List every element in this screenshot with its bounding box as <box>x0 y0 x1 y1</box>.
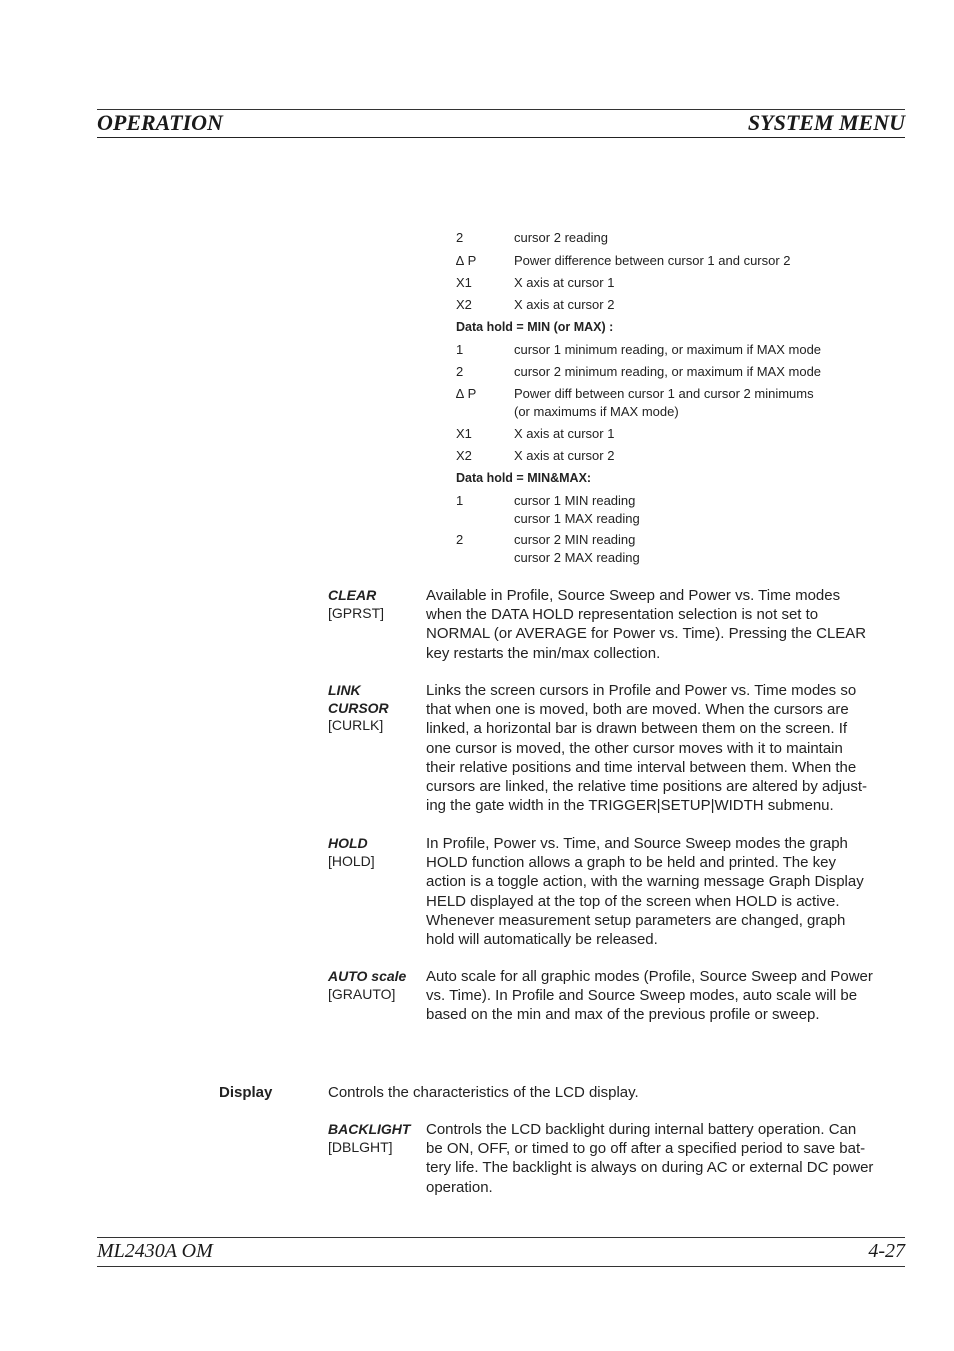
row-value: Power diff between cursor 1 and cursor 2 minimums <box>514 386 814 401</box>
row-key: ∆ P <box>456 386 477 401</box>
description-line: NORMAL (or AVERAGE for Power vs. Time). Pressing the CLEAR <box>426 625 867 643</box>
row-key: 2 <box>456 532 464 547</box>
key-auto-scale-description <box>426 967 906 1025</box>
key-hold-description <box>426 834 906 949</box>
row-key: X1 <box>456 426 472 441</box>
description-line: action is a toggle action, with the warning message Graph Display <box>426 873 864 891</box>
description-line: key restarts the min/max collection. <box>426 644 661 662</box>
description-line: their relative positions and time interval between them. When the <box>426 758 857 776</box>
key-auto-scale <box>328 968 420 1003</box>
description-line: HELD displayed at the top of the screen when HOLD is active. <box>426 892 840 910</box>
description-line: linked, a horizontal bar is drawn between them on the screen. If <box>426 720 848 738</box>
description-line: vs. Time). In Profile and Source Sweep modes, auto scale will be <box>426 987 858 1005</box>
row-value: Power difference between cursor 1 and cursor 2 <box>514 253 791 268</box>
key-name: HOLD <box>328 835 368 851</box>
footer-top-rule <box>97 1237 905 1238</box>
description-line: when the DATA HOLD representation selection is not set to <box>426 606 819 624</box>
row-value: cursor 2 minimum reading, or maximum if MAX mode <box>514 364 822 379</box>
row-value-continued: (or maximums if MAX mode) <box>514 404 679 419</box>
key-link-cursor-description <box>426 681 906 815</box>
footer-manual-name: ML2430A OM <box>97 1240 213 1262</box>
key-backlight-description <box>426 1120 906 1197</box>
row-key: X2 <box>456 448 472 463</box>
key-clear <box>328 587 420 622</box>
key-code: [GPRST] <box>328 604 385 621</box>
key-hold <box>328 835 420 870</box>
description-line: ing the gate width in the TRIGGER|SETUP|WIDTH submenu. <box>426 797 834 815</box>
key-clear-description <box>426 586 906 663</box>
description-line: HOLD function allows a graph to be held and printed. The key <box>426 854 836 872</box>
key-code: [DBLGHT] <box>328 1138 393 1155</box>
key-name: AUTO scale <box>328 968 407 984</box>
description-line: Links the screen cursors in Profile and Power vs. Time modes so <box>426 682 857 699</box>
description-line: that when one is moved, both are moved. When the cursors are <box>426 701 849 719</box>
section-display-description: Controls the characteristics of the LCD display. <box>328 1084 639 1101</box>
key-code: [GRAUTO] <box>328 985 396 1002</box>
key-name: LINK <box>328 682 361 698</box>
row-value-continued: cursor 2 MAX reading <box>514 550 640 565</box>
row-value: X axis at cursor 1 <box>514 426 615 441</box>
row-key: 1 <box>456 493 464 508</box>
description-line: tery life. The backlight is always on during AC or external DC power <box>426 1159 874 1177</box>
row-value: X axis at cursor 2 <box>514 297 615 312</box>
row-key: ∆ P <box>456 253 477 268</box>
section-label-display: Display <box>219 1084 273 1101</box>
row-value-continued: cursor 1 MAX reading <box>514 511 640 526</box>
key-name-continued: CURSOR <box>328 699 389 716</box>
description-line: cursors are linked, the relative time positions are altered by adjust- <box>426 778 868 796</box>
minmax-heading: Data hold = MIN (or MAX) : <box>456 320 614 334</box>
header-section-title: OPERATION <box>97 110 223 135</box>
row-key: 2 <box>456 364 464 379</box>
description-line: based on the min and max of the previous profile or sweep. <box>426 1006 820 1024</box>
min-and-max-heading: Data hold = MIN&MAX: <box>456 471 592 485</box>
description-line: hold will automatically be released. <box>426 931 658 949</box>
key-name: CLEAR <box>328 587 377 603</box>
row-value: cursor 1 minimum reading, or maximum if MAX mode <box>514 342 822 357</box>
description-line: Available in Profile, Source Sweep and Power vs. Time modes <box>426 587 841 604</box>
description-line: Controls the LCD backlight during internal battery operation. Can <box>426 1121 857 1138</box>
row-key: X1 <box>456 275 472 290</box>
key-code: [HOLD] <box>328 852 375 869</box>
row-key: X2 <box>456 297 472 312</box>
description-line: be ON, OFF, or timed to go off after a specified period to save bat- <box>426 1140 866 1158</box>
row-value: cursor 2 reading <box>514 230 608 245</box>
description-line: Whenever measurement setup parameters are changed, graph <box>426 911 846 929</box>
description-line: Auto scale for all graphic modes (Profile, Source Sweep and Power <box>426 968 873 985</box>
description-line: In Profile, Power vs. Time, and Source Sweep modes the graph <box>426 835 848 852</box>
footer-bottom-rule <box>97 1266 905 1267</box>
footer-page-number: 4-27 <box>868 1240 905 1262</box>
row-value: X axis at cursor 1 <box>514 275 615 290</box>
row-key: 2 <box>456 230 464 245</box>
description-line: one cursor is moved, the other cursor moves with it to maintain <box>426 739 843 757</box>
key-code: [CURLK] <box>328 717 384 733</box>
row-value: cursor 2 MIN reading <box>514 532 636 547</box>
description-line: operation. <box>426 1178 493 1196</box>
header-chapter-title: SYSTEM MENU <box>747 110 905 135</box>
row-value: cursor 1 MIN reading <box>514 493 636 508</box>
key-name: BACKLIGHT <box>328 1121 411 1137</box>
key-link-cursor <box>328 682 420 735</box>
row-value: X axis at cursor 2 <box>514 448 615 463</box>
header-bottom-rule <box>97 137 905 138</box>
key-backlight <box>328 1121 420 1156</box>
row-key: 1 <box>456 342 464 357</box>
